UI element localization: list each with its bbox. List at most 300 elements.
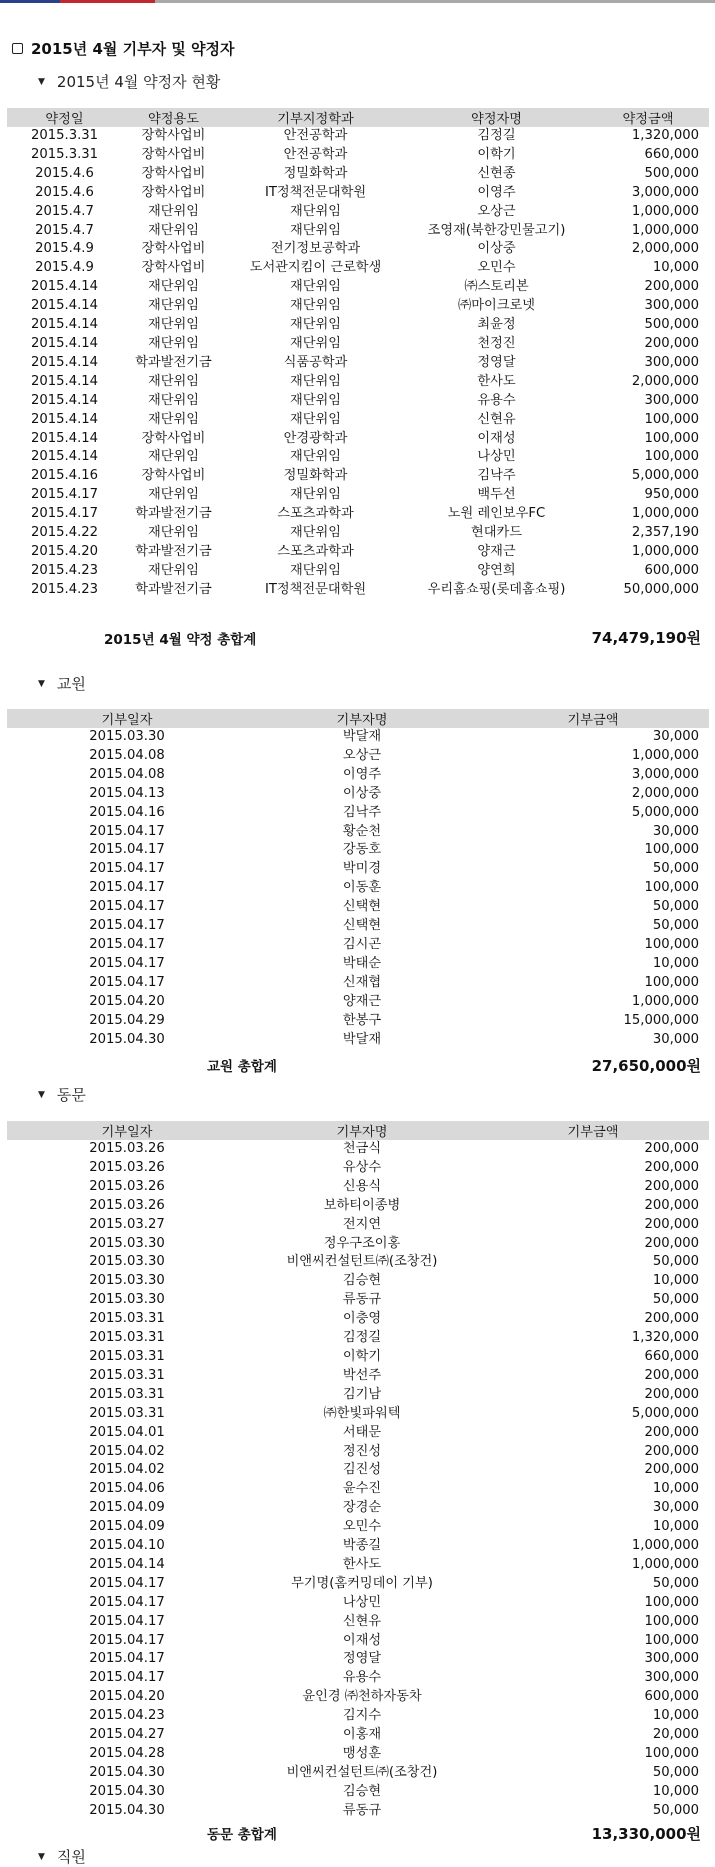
- faculty-table-cell: 2015.04.17: [89, 974, 165, 990]
- faculty-table-cell: 10,000: [652, 955, 699, 971]
- alumni-table-cell: 이홍재: [342, 1727, 382, 1743]
- alumni-section-title: 동문: [56, 1086, 86, 1104]
- alumni-table-cell: 200,000: [644, 1178, 699, 1194]
- alumni-table-cell: 200,000: [644, 1235, 699, 1251]
- alumni-table-cell: 2015.04.17: [89, 1613, 165, 1629]
- alumni-table-cell: 1,000,000: [631, 1538, 699, 1554]
- alumni-table-row: [7, 1764, 709, 1783]
- alumni-table-row: [7, 1159, 709, 1178]
- pledge-table-cell: 재단위임: [290, 373, 341, 389]
- pledge-table-body: [7, 127, 709, 600]
- faculty-section-heading: [38, 673, 86, 694]
- alumni-table-cell: 200,000: [644, 1311, 699, 1327]
- faculty-table-row: [7, 766, 709, 785]
- alumni-table-cell: 정우구조이홍: [323, 1235, 401, 1251]
- faculty-table-cell: 2015.04.17: [89, 955, 165, 971]
- alumni-table-row: [7, 1613, 709, 1632]
- faculty-table-cell: 2015.04.16: [89, 804, 165, 820]
- faculty-table-cell: 2,000,000: [631, 785, 699, 801]
- alumni-section-heading: [38, 1084, 86, 1105]
- alumni-table-cell: 박선주: [342, 1367, 382, 1383]
- pledge-table-cell: 장학사업비: [141, 468, 206, 484]
- pledge-table-cell: IT정책전문대학원: [264, 184, 367, 200]
- alumni-table-row: [7, 1726, 709, 1745]
- alumni-table-cell: 660,000: [644, 1348, 699, 1364]
- pledge-table-cell: 재단위임: [290, 487, 341, 503]
- faculty-table-row: [7, 804, 709, 823]
- pledge-section-heading: [38, 71, 220, 92]
- pledge-table-cell: 재단위임: [290, 203, 341, 219]
- faculty-table-cell: 신택현: [342, 918, 382, 934]
- pledge-table-cell: 600,000: [644, 562, 699, 578]
- pledge-table-cell: 학과발전기금: [135, 354, 212, 370]
- alumni-table-cell: 신현유: [342, 1613, 382, 1629]
- pledge-table-cell: 2015.4.9: [35, 241, 94, 257]
- alumni-table-cell: 600,000: [644, 1689, 699, 1705]
- pledge-table-cell: 학과발전기금: [135, 581, 212, 597]
- alumni-table-cell: 100,000: [644, 1746, 699, 1761]
- alumni-table-cell: 2015.03.26: [89, 1197, 165, 1213]
- alumni-table-cell: 김승현: [342, 1783, 382, 1799]
- alumni-table-cell: 서태문: [342, 1424, 382, 1440]
- pledge-table-cell: 300,000: [644, 392, 699, 408]
- alumni-table-cell: 한사도: [342, 1556, 382, 1572]
- pledge-table-cell: 2015.4.7: [35, 222, 94, 238]
- faculty-table-cell: 한봉구: [342, 1012, 382, 1028]
- pledge-table-cell: 오민수: [477, 260, 516, 276]
- alumni-table-cell: 2015.04.14: [89, 1556, 165, 1572]
- faculty-table-cell: 신택현: [342, 899, 382, 915]
- pledge-col-date: 약정일: [7, 108, 122, 127]
- faculty-table-cell: 박미경: [342, 861, 382, 877]
- alumni-table-cell: 정진성: [342, 1443, 382, 1459]
- pledge-table-cell: 300,000: [644, 298, 699, 314]
- alumni-table-cell: 보하티이종병: [323, 1197, 401, 1213]
- pledge-table-cell: 2015.4.14: [30, 298, 99, 314]
- pledge-table-cell: 100,000: [644, 449, 699, 465]
- pledge-table-cell: 학과발전기금: [135, 506, 212, 522]
- alumni-table-row: [7, 1669, 709, 1688]
- alumni-table-row: [7, 1480, 709, 1499]
- alumni-table-cell: 류동규: [342, 1292, 382, 1308]
- pledge-table-row: [7, 411, 709, 430]
- faculty-table-cell: 2015.04.17: [89, 899, 165, 915]
- faculty-table-row: [7, 974, 709, 993]
- alumni-total-label: 동문 총합계: [207, 1827, 277, 1843]
- faculty-table-cell: 박달재: [342, 729, 382, 744]
- pledge-table-row: [7, 278, 709, 297]
- pledge-table-cell: 재단위임: [148, 487, 199, 503]
- alumni-table-cell: 200,000: [644, 1197, 699, 1213]
- alumni-table-cell: 50,000: [652, 1254, 699, 1270]
- alumni-table-row: [7, 1140, 709, 1159]
- pledge-table-cell: 500,000: [644, 317, 699, 333]
- faculty-table-row: [7, 898, 709, 917]
- pledge-table-cell: 재단위임: [290, 392, 341, 408]
- checkbox-icon: [12, 43, 23, 54]
- pledge-table: [7, 108, 709, 600]
- alumni-table-cell: 김지수: [342, 1708, 382, 1724]
- pledge-table-cell: 재단위임: [290, 222, 341, 238]
- alumni-table-cell: 2015.03.30: [89, 1273, 165, 1289]
- alumni-table-cell: 2015.03.31: [89, 1405, 165, 1421]
- alumni-table-cell: 2015.04.17: [89, 1575, 165, 1591]
- pledge-table-row: [7, 222, 709, 241]
- pledge-table-cell: 한사도: [477, 373, 516, 389]
- faculty-table-cell: 오상근: [342, 747, 382, 763]
- faculty-table-cell: 신재협: [342, 974, 382, 990]
- pledge-table-cell: 정밀화학과: [283, 165, 348, 181]
- pledge-table-cell: 950,000: [644, 487, 699, 503]
- alumni-table-cell: 200,000: [644, 1367, 699, 1383]
- alumni-table-header: [7, 1121, 709, 1140]
- pledge-table-cell: 정영달: [477, 354, 516, 370]
- pledge-table-row: [7, 240, 709, 259]
- pledge-table-cell: 이영주: [477, 184, 516, 200]
- alumni-table-cell: 50,000: [652, 1764, 699, 1780]
- top-border-accent-blue: [0, 0, 60, 3]
- pledge-table-cell: 1,320,000: [631, 128, 699, 143]
- faculty-total-label: 교원 총합계: [207, 1059, 277, 1075]
- alumni-table-cell: 20,000: [652, 1727, 699, 1743]
- alumni-table-cell: 오민수: [342, 1519, 382, 1535]
- alumni-table-cell: 정영달: [342, 1651, 382, 1667]
- pledge-table-cell: 2015.4.14: [30, 279, 99, 295]
- pledge-table-cell: 2015.4.6: [35, 165, 94, 181]
- pledge-table-cell: 2015.4.14: [30, 373, 99, 389]
- pledge-col-department: 기부지정학과: [225, 108, 406, 127]
- alumni-table-cell: 2015.03.26: [89, 1141, 165, 1156]
- alumni-table-row: [7, 1707, 709, 1726]
- faculty-table-body: [7, 728, 709, 1049]
- pledge-table-cell: 2015.4.14: [30, 449, 99, 465]
- faculty-table-cell: 이상중: [342, 785, 382, 801]
- faculty-col-date: 기부일자: [7, 709, 247, 728]
- faculty-table-cell: 2015.04.29: [89, 1012, 165, 1028]
- top-border-accent-red: [60, 0, 155, 3]
- alumni-table-cell: 천금식: [342, 1141, 382, 1156]
- alumni-table-cell: 2015.03.30: [89, 1254, 165, 1270]
- alumni-table-cell: 2015.03.26: [89, 1159, 165, 1175]
- alumni-col-date: 기부일자: [7, 1121, 247, 1140]
- pledge-table-cell: 2015.4.6: [35, 184, 94, 200]
- alumni-table-row: [7, 1424, 709, 1443]
- pledge-table-row: [7, 335, 709, 354]
- alumni-table-cell: 50,000: [652, 1575, 699, 1591]
- pledge-table-row: [7, 486, 709, 505]
- pledge-table-cell: 재단위임: [290, 562, 341, 578]
- alumni-table-cell: 2015.04.09: [89, 1519, 165, 1535]
- pledge-table-cell: 5,000,000: [631, 468, 699, 484]
- pledge-table-cell: 2015.4.17: [30, 506, 99, 522]
- alumni-table-cell: 200,000: [644, 1462, 699, 1478]
- alumni-table-row: [7, 1272, 709, 1291]
- pledge-table-cell: 나상민: [477, 449, 516, 465]
- pledge-table-cell: 2015.4.20: [30, 543, 99, 559]
- alumni-table-cell: 2015.03.31: [89, 1311, 165, 1327]
- alumni-table-cell: ㈜한빛파워텍: [323, 1405, 401, 1421]
- alumni-table-cell: 2015.04.10: [89, 1538, 165, 1554]
- faculty-table-cell: 30,000: [652, 729, 699, 744]
- pledge-table-cell: 오상근: [477, 203, 516, 219]
- faculty-table-cell: 1,000,000: [631, 747, 699, 763]
- pledge-table-row: [7, 467, 709, 486]
- pledge-table-cell: 재단위임: [290, 411, 341, 427]
- alumni-table-row: [7, 1556, 709, 1575]
- pledge-table-cell: IT정책전문대학원: [264, 581, 367, 597]
- pledge-table-row: [7, 524, 709, 543]
- alumni-table-cell: 박종길: [342, 1538, 382, 1554]
- pledge-table-cell: 이상중: [477, 241, 516, 257]
- pledge-table-row: [7, 562, 709, 581]
- pledge-table-row: [7, 259, 709, 278]
- alumni-table-row: [7, 1197, 709, 1216]
- pledge-table-row: [7, 316, 709, 335]
- alumni-table-cell: 2015.04.02: [89, 1443, 165, 1459]
- alumni-table-cell: 200,000: [644, 1141, 699, 1156]
- alumni-table-row: [7, 1348, 709, 1367]
- page-title-text: 2015년 4월 기부자 및 약정자: [31, 40, 235, 58]
- pledge-table-cell: 재단위임: [148, 335, 199, 351]
- pledge-table-cell: 김낙주: [477, 468, 516, 484]
- faculty-table-cell: 2015.04.13: [89, 785, 165, 801]
- alumni-table-row: [7, 1386, 709, 1405]
- alumni-table-row: [7, 1632, 709, 1651]
- alumni-table-cell: 2015.04.30: [89, 1783, 165, 1799]
- pledge-table-row: [7, 505, 709, 524]
- pledge-table-cell: 재단위임: [148, 317, 199, 333]
- triangle-bullet-icon: ▼: [38, 76, 45, 87]
- pledge-table-cell: 200,000: [644, 279, 699, 295]
- alumni-table-row: [7, 1329, 709, 1348]
- pledge-table-cell: 현대카드: [471, 525, 522, 541]
- alumni-table-cell: 200,000: [644, 1159, 699, 1175]
- alumni-table-cell: 2015.04.20: [89, 1689, 165, 1705]
- pledge-table-cell: 2015.4.17: [30, 487, 99, 503]
- faculty-col-amount: 기부금액: [477, 709, 709, 728]
- pledge-table-cell: 2015.4.14: [30, 317, 99, 333]
- pledge-table-cell: 재단위임: [148, 203, 199, 219]
- faculty-table-row: [7, 785, 709, 804]
- pledge-table-cell: 이재성: [477, 430, 516, 446]
- alumni-table-row: [7, 1745, 709, 1764]
- pledge-table-cell: 도서관지킴이 근로학생: [249, 260, 382, 276]
- pledge-table-cell: 2015.4.14: [30, 354, 99, 370]
- alumni-table-cell: 100,000: [644, 1594, 699, 1610]
- pledge-table-cell: 재단위임: [290, 298, 341, 314]
- alumni-table-cell: 2015.03.31: [89, 1330, 165, 1346]
- faculty-table-cell: 2015.04.20: [89, 993, 165, 1009]
- pledge-table-cell: 1,000,000: [631, 203, 699, 219]
- alumni-table-cell: 2015.04.30: [89, 1764, 165, 1780]
- pledge-table-cell: ㈜스토리본: [464, 279, 529, 295]
- pledge-table-cell: 장학사업비: [141, 146, 206, 162]
- alumni-table-cell: 유상수: [342, 1159, 382, 1175]
- faculty-table-cell: 이동훈: [342, 880, 382, 896]
- alumni-table-cell: 10,000: [652, 1708, 699, 1724]
- faculty-table-cell: 2015.04.17: [89, 936, 165, 952]
- pledge-table-cell: 재단위임: [148, 279, 199, 295]
- faculty-table-cell: 2015.04.17: [89, 861, 165, 877]
- alumni-table-row: [7, 1405, 709, 1424]
- alumni-table-row: [7, 1310, 709, 1329]
- faculty-table-cell: 100,000: [644, 880, 699, 896]
- alumni-table-cell: 유용수: [342, 1670, 382, 1686]
- faculty-table-cell: 15,000,000: [623, 1012, 699, 1028]
- pledge-table-cell: 100,000: [644, 411, 699, 427]
- faculty-table-cell: 30,000: [652, 823, 699, 839]
- pledge-table-cell: 재단위임: [290, 525, 341, 541]
- alumni-table-row: [7, 1783, 709, 1802]
- pledge-table-cell: 1,000,000: [631, 222, 699, 238]
- pledge-table-cell: 200,000: [644, 335, 699, 351]
- faculty-table-row: [7, 1031, 709, 1050]
- alumni-col-amount: 기부금액: [477, 1121, 709, 1140]
- alumni-table-cell: 김진성: [342, 1462, 382, 1478]
- faculty-table-cell: 50,000: [652, 899, 699, 915]
- faculty-table-cell: 2015.04.08: [89, 747, 165, 763]
- pledge-table-cell: 안전공학과: [283, 128, 348, 143]
- alumni-table-cell: 2015.04.17: [89, 1632, 165, 1648]
- pledge-table-cell: 50,000,000: [623, 581, 699, 597]
- alumni-table-cell: 2015.03.31: [89, 1367, 165, 1383]
- faculty-table-cell: 100,000: [644, 842, 699, 858]
- pledge-table-cell: 재단위임: [290, 317, 341, 333]
- faculty-section-title: 교원: [56, 675, 86, 693]
- faculty-table-cell: 100,000: [644, 974, 699, 990]
- faculty-table-cell: 2015.04.17: [89, 918, 165, 934]
- pledge-table-cell: 2015.4.14: [30, 411, 99, 427]
- pledge-table-row: [7, 581, 709, 600]
- faculty-table-row: [7, 879, 709, 898]
- pledge-table-cell: 우리홈쇼핑(롯데홈쇼핑): [427, 581, 566, 597]
- faculty-table-row: [7, 747, 709, 766]
- pledge-table-cell: 학과발전기금: [135, 543, 212, 559]
- faculty-table-row: [7, 728, 709, 747]
- alumni-table-cell: 1,000,000: [631, 1556, 699, 1572]
- alumni-table-cell: 200,000: [644, 1443, 699, 1459]
- pledge-table-cell: 재단위임: [148, 562, 199, 578]
- alumni-table-cell: 2015.04.17: [89, 1651, 165, 1667]
- pledge-table-cell: 이학기: [477, 146, 516, 162]
- pledge-table-cell: 식품공학과: [283, 354, 348, 370]
- faculty-table-cell: 2015.03.30: [89, 729, 165, 744]
- faculty-table-cell: 김시곤: [342, 936, 382, 952]
- pledge-table-cell: 재단위임: [148, 392, 199, 408]
- faculty-col-name: 기부자명: [247, 709, 477, 728]
- alumni-table-cell: 200,000: [644, 1386, 699, 1402]
- faculty-table-cell: 김낙주: [342, 804, 382, 820]
- alumni-table-cell: 류동규: [342, 1802, 382, 1818]
- alumni-table-row: [7, 1802, 709, 1821]
- alumni-table-row: [7, 1253, 709, 1272]
- faculty-table-cell: 5,000,000: [631, 804, 699, 820]
- pledge-table-row: [7, 430, 709, 449]
- alumni-table-row: [7, 1499, 709, 1518]
- alumni-table-cell: 1,320,000: [631, 1330, 699, 1346]
- alumni-table-cell: 김승현: [342, 1273, 382, 1289]
- alumni-table-cell: 200,000: [644, 1216, 699, 1232]
- pledge-table-cell: 스포츠과학과: [277, 506, 354, 522]
- faculty-table-row: [7, 823, 709, 842]
- staff-section-heading: [38, 1846, 86, 1867]
- pledge-table-cell: 2015.4.7: [35, 203, 94, 219]
- pledge-table-cell: 장학사업비: [141, 184, 206, 200]
- pledge-table-cell: 장학사업비: [141, 165, 206, 181]
- pledge-table-cell: 10,000: [652, 260, 699, 276]
- alumni-table-row: [7, 1537, 709, 1556]
- alumni-table-cell: 2015.03.30: [89, 1292, 165, 1308]
- pledge-table-cell: 재단위임: [290, 279, 341, 295]
- alumni-table-cell: 2015.03.31: [89, 1386, 165, 1402]
- pledge-table-cell: 신현유: [477, 411, 516, 427]
- pledge-section-title: 2015년 4월 약정자 현황: [56, 73, 221, 91]
- pledge-table-cell: 재단위임: [148, 298, 199, 314]
- pledge-table-cell: 재단위임: [148, 373, 199, 389]
- pledge-table-cell: 재단위임: [290, 449, 341, 465]
- pledge-table-cell: 김정길: [477, 128, 516, 143]
- faculty-table-cell: 50,000: [652, 861, 699, 877]
- alumni-table-cell: 2015.04.09: [89, 1500, 165, 1516]
- pledge-total-label: 2015년 4월 약정 총합계: [104, 632, 257, 648]
- alumni-table-cell: 2015.03.31: [89, 1348, 165, 1364]
- pledge-table-row: [7, 448, 709, 467]
- pledge-table-row: [7, 392, 709, 411]
- faculty-table: [7, 709, 709, 1049]
- pledge-table-cell: 2015.4.23: [30, 562, 99, 578]
- alumni-table-row: [7, 1650, 709, 1669]
- pledge-table-cell: 천정진: [477, 335, 516, 351]
- pledge-table-cell: 재단위임: [148, 222, 199, 238]
- pledge-table-cell: 장학사업비: [141, 128, 206, 143]
- pledge-table-header: [7, 108, 709, 127]
- pledge-table-cell: 2015.4.14: [30, 392, 99, 408]
- faculty-table-cell: 30,000: [652, 1031, 699, 1047]
- alumni-table-cell: 2015.04.28: [89, 1746, 165, 1761]
- faculty-table-cell: 황순천: [342, 823, 382, 839]
- pledge-table-row: [7, 297, 709, 316]
- alumni-table-cell: 나상민: [342, 1594, 382, 1610]
- alumni-table-cell: 300,000: [644, 1670, 699, 1686]
- pledge-table-cell: 2015.4.16: [30, 468, 99, 484]
- pledge-total-value: 74,479,190원: [591, 629, 701, 647]
- faculty-table-cell: 이영주: [342, 766, 382, 782]
- faculty-table-row: [7, 955, 709, 974]
- pledge-table-cell: 재단위임: [148, 525, 199, 541]
- alumni-table-cell: 10,000: [652, 1519, 699, 1535]
- alumni-table-body: [7, 1140, 709, 1821]
- pledge-table-cell: 300,000: [644, 354, 699, 370]
- pledge-table-cell: 1,000,000: [631, 506, 699, 522]
- alumni-table-cell: 300,000: [644, 1651, 699, 1667]
- alumni-table-cell: 2015.04.01: [89, 1424, 165, 1440]
- alumni-table-cell: 2015.04.17: [89, 1670, 165, 1686]
- alumni-table-cell: 10,000: [652, 1273, 699, 1289]
- faculty-table-row: [7, 860, 709, 879]
- faculty-table-cell: 2015.04.08: [89, 766, 165, 782]
- alumni-table-cell: 50,000: [652, 1292, 699, 1308]
- pledge-table-row: [7, 373, 709, 392]
- faculty-total-value: 27,650,000원: [591, 1057, 701, 1075]
- pledge-table-row: [7, 543, 709, 562]
- pledge-table-cell: 100,000: [644, 430, 699, 446]
- faculty-table-cell: 박달재: [342, 1031, 382, 1047]
- alumni-table-row: [7, 1575, 709, 1594]
- alumni-table-cell: 이충영: [342, 1311, 382, 1327]
- pledge-table-row: [7, 203, 709, 222]
- pledge-table-cell: ㈜마이크로넷: [458, 298, 535, 314]
- alumni-table-row: [7, 1367, 709, 1386]
